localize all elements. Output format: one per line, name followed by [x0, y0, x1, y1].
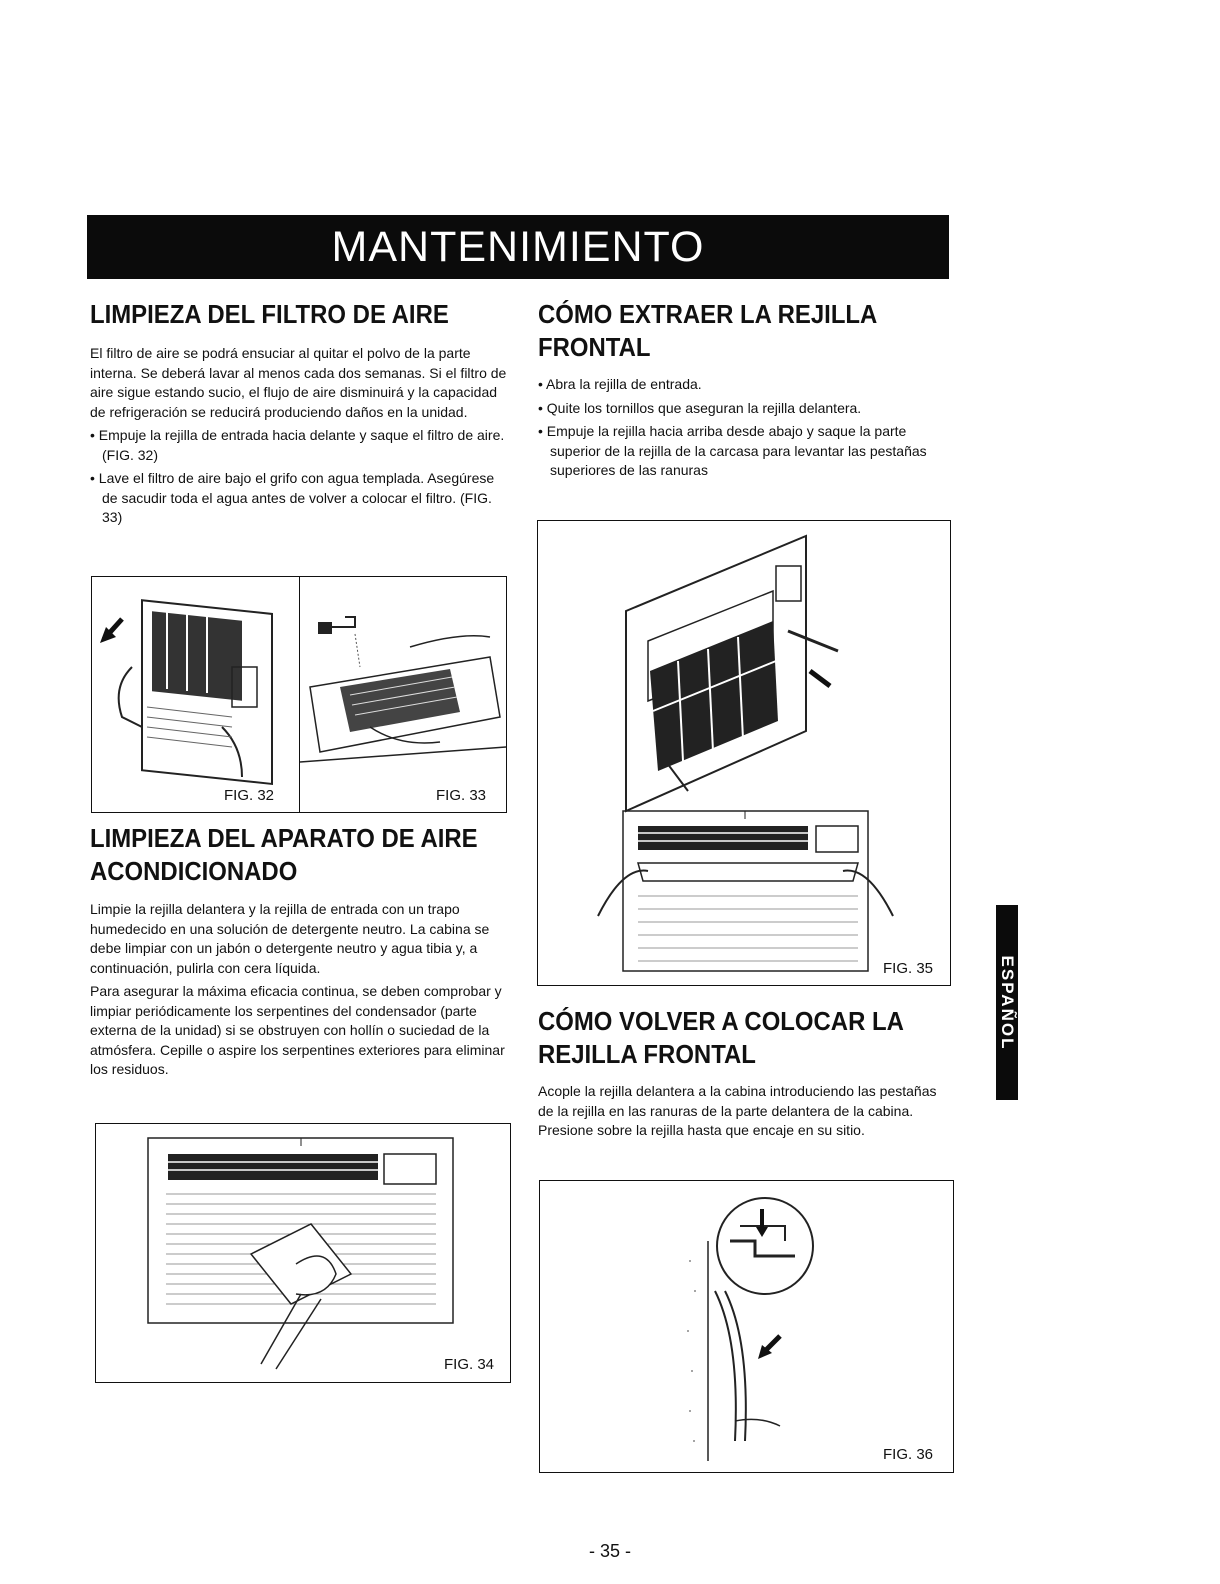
unit-text [90, 900, 512, 1084]
grille-attach-illustration [540, 1181, 953, 1472]
filter-text [90, 344, 512, 532]
page-number: - 35 - [588, 1541, 631, 1561]
filter-paragraph: El filtro de aire se podrá ensuciar al quitar el polvo de la parte interna. Se deberá lavar al menos cada dos semanas. Si el filtro de aire sigue estando sucio, el flujo de aire disminuirá y la capacidad de refrigeración se reducirá produciendo daños en la unidad. [90, 345, 507, 420]
language-side-tab [996, 905, 1018, 1100]
section-title-unit-line1: LIMPIEZA DEL APARATO DE AIRE [90, 823, 478, 853]
remove-bullet-1: • Abra la rejilla de entrada. [538, 376, 702, 392]
section-title-replace-line2: REJILLA FRONTAL [538, 1039, 756, 1069]
figure-36 [539, 1180, 954, 1473]
grille-removal-illustration [538, 521, 950, 985]
cabinet-cleaning-illustration [96, 1124, 510, 1382]
figure-33 [299, 576, 507, 813]
remove-text [538, 375, 950, 485]
figure-34 [95, 1123, 511, 1383]
section-title-filter: LIMPIEZA DEL FILTRO DE AIRE [90, 299, 449, 329]
section-title-remove-line1: CÓMO EXTRAER LA REJILLA [538, 299, 878, 329]
remove-bullet-3: • Empuje la rejilla hacia arriba desde abajo y saque la parte superior de la rejilla de la carcasa para levantar las pestañas superiores de las ranuras [538, 423, 927, 478]
fig35-label: FIG. 35 [883, 960, 934, 977]
filter-washing-illustration [300, 577, 506, 812]
filter-bullet-1: • Empuje la rejilla de entrada hacia delante y saque el filtro de aire. (FIG. 32) [90, 427, 505, 463]
unit-paragraph-2: Para asegurar la máxima eficacia continua, se deben comprobar y limpiar periódicamente los serpentines del condensador (parte externa de la unidad) si se obstruyen con hollín o suciedad de la atmósfera. Cepille o aspire los serpentines exteriores para eliminar los residuos. [90, 983, 505, 1077]
figure-35 [537, 520, 951, 986]
replace-paragraph: Acople la rejilla delantera a la cabina introduciendo las pestañas de la rejilla en las ranuras de la parte delantera de la cabina. Presione sobre la rejilla hasta que encaje en su sitio. [538, 1083, 937, 1138]
fig34-label: FIG. 34 [444, 1356, 495, 1373]
filter-removal-illustration [92, 577, 299, 812]
replace-text [538, 1082, 948, 1145]
fig36-label: FIG. 36 [883, 1446, 934, 1463]
section-title-replace-line1: CÓMO VOLVER A COLOCAR LA [538, 1006, 904, 1036]
remove-bullet-2: • Quite los tornillos que aseguran la rejilla delantera. [538, 399, 862, 416]
filter-bullet-2: • Lave el filtro de aire bajo el grifo con agua templada. Asegúrese de sacudir toda el agua antes de volver a colocar el filtro. (FIG. 33) [90, 470, 495, 525]
language-tab-label: ESPAÑOL [998, 955, 1017, 1050]
section-title-remove-line2: FRONTAL [538, 332, 651, 362]
unit-paragraph-1: Limpie la rejilla delantera y la rejilla de entrada con un trapo humedecido en una solución de detergente neutro. La cabina se debe limpiar con un jabón o detergente neutro y agua tibia y, a continuación, pulirla con cera líquida. [90, 901, 490, 976]
section-title-unit-line2: ACONDICIONADO [90, 856, 298, 886]
page-banner: MANTENIMIENTO [87, 215, 949, 279]
figure-32 [91, 576, 300, 813]
fig32-label: FIG. 32 [224, 787, 275, 804]
fig33-label: FIG. 33 [436, 787, 487, 804]
